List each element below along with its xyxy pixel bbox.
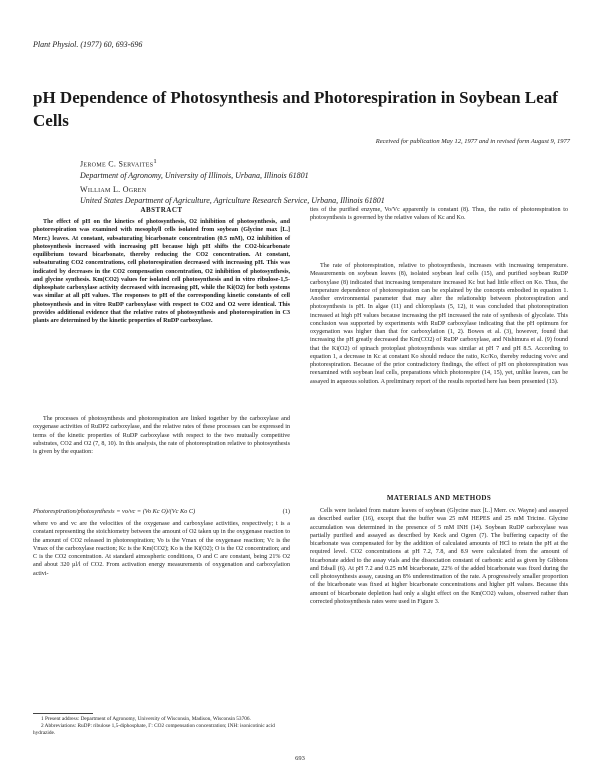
right-paragraph-1: ties of the purified enzyme, Vo/Vc apparently is constant (8). Thus, the ratio of photorespiration to photosynthesis is governed by the relative values of Kc and Ko.: [310, 207, 568, 222]
author-footnote-mark: 1: [153, 158, 157, 165]
received-date: Received for publication May 12, 1977 and in revised form August 9, 1977: [375, 138, 570, 145]
footnote-2: 2 Abbreviations: RuDP: ribulose 1,5-diphosphate, Γ: CO2 compensation concentration; INH: isonicotinic acid hydrazide.: [33, 723, 275, 736]
journal-citation: Plant Physiol. (1977) 60, 693-696: [33, 40, 143, 49]
author-affiliation: United States Department of Agriculture, Agriculture Research Service, Urbana, Illinois 61801: [80, 195, 385, 205]
author-2: [80, 184, 560, 206]
page-number: 693: [295, 755, 305, 762]
equation-number: (1): [282, 508, 290, 515]
footnotes: [33, 716, 290, 737]
methods-heading: MATERIALS AND METHODS: [386, 494, 492, 502]
author-block: [80, 156, 560, 209]
equation-text: Photorespiration/photosynthesis = vo/vc = (Vo Kc O)/(Vc Ko C): [33, 508, 196, 515]
author-name: Jerome C. Servaites: [80, 159, 154, 169]
author-1: [80, 156, 560, 181]
author-name: William L. Ogren: [80, 184, 147, 194]
equation-1: [33, 508, 290, 515]
intro-paragraph-2: where vo and vc are the velocities of the oxygenase and carboxylase activities, respectively; t is a constant representing the stoichiometry between the amount of O2 taken up in the oxygenase reaction to the amount of CO2 released in photorespiration; Vo is the Vmax of the oxygenase reaction; Vc is the Vmax of the carboxylase reaction; Kc is the Km(CO2); Ko is the Ki(O2); O is the O2 concentration; and C is the CO2 concentration. At standard atmospheric conditions, O and C are constant, being 21% O2 and about 320 µl/l of CO2. From activation energy measurements of oxygenation and carboxylation activi-: [33, 521, 290, 577]
intro-paragraph-1: The processes of photosynthesis and photorespiration are linked together by the carboxylase and oxygenase activities of RuDP2 carboxylase, and the relative rates of these processes can be expressed in terms of the kinetic properties of RuDP carboxylase with respect to the two mutually competitive substrates, CO2 and O2 (7, 8, 10). In this analysis, the rate of photorespiration relative to photosynthesis is given by the equation:: [33, 416, 290, 455]
author-affiliation: Department of Agronomy, University of Illinois, Urbana, Illinois 61801: [80, 170, 309, 180]
right-paragraph-2: The rate of photorespiration, relative to photosynthesis, increases with increasing temperature. Measurements on soybean leaves (8), isolated soybean leaf cells (15), and purified soybean RuDP carboxylase (8) indicated that increasing temperature increased Kc but had little effect on Ko. Thus, the temperature dependence of photorespiration can be explained by the concepts embodied in equation 1. Another environmental parameter that may alter the relationship between photorespiration and photosynthesis is pH. In algae (11) and chloroplasts (5, 12), it was concluded that photorespiration increased at high pH values because increasing the pH increased the rate of synthesis of glycolate. This conclusion was supported by experiments with RuDP carboxylase indicating that the pH optimum for oxygenation was higher than that for carboxylation (1, 2). Bowes et al. (3), however, found that increasing the pH greatly decreased the Km(CO2) of RuDP carboxylase, and Nishimura et al. (9) found that the Ki(O2) of spinach protoplast photosynthesis was similar at pH 7 and pH 8.5. According to equation 1, a decrease in Kc at constant Ko should reduce the ratio, Kc/Ko, thereby reducing vo/vc and photorespiration. Because of the prior contradictory findings, the effect of pH on photorespiration was reexamined with soybean leaf cells, preparations which photorespire (14, 15), yet, unlike leaves, can be assayed in aqueous solution. A preliminary report of the results reported here has been presented (13).: [310, 263, 568, 385]
footnote-1: 1 Present address: Department of Agronomy, University of Wisconsin, Madison, Wisconsin 53706.: [41, 716, 251, 722]
footnote-divider: [33, 713, 93, 714]
abstract-text: The effect of pH on the kinetics of photosynthesis, O2 inhibition of photosynthesis, and photorespiration was examined with mesophyll cells isolated from soybean (Glycine max [L.] Merr.) leaves. At constant, subsaturating bicarbonate concentration (0.5 mM), O2 inhibition of photosynthesis increased with increasing pH because high pH shifts the CO2-bicarbonate equilibrium toward bicarbonate, thereby reducing the CO2 concentration. At constant, subsaturating CO2 concentrations, cell photorespiration decreased with increasing pH. This was indicated by decreases in the CO2 compensation concentration, O2 inhibition of photosynthesis, and glycine synthesis. Km(CO2) values for isolated cell photosynthesis and in vitro ribulose-1,5-diphosphate carboxylase activity decreased with increasing pH, while the Ki(O2) for both systems was similar at all pH values. The responses to pH of the corresponding kinetic constants of cell photosynthesis and in vitro RuDP carboxylase with respect to CO2 and O2 were identical. This provides additional evidence that the relative rates of photosynthesis and photorespiration in C3 plants are determined by the kinetic properties of RuDP carboxylase.: [33, 219, 290, 324]
abstract-heading: ABSTRACT: [140, 206, 183, 214]
article-title: pH Dependence of Photosynthesis and Photorespiration in Soybean Leaf Cells: [33, 88, 558, 130]
methods-paragraph: Cells were isolated from mature leaves of soybean (Glycine max [L.] Merr. cv. Wayne) and assayed as described earlier (16), except that the buffer was 25 mM HEPES and 25 mM Tricine. Glycine accumulation was determined in the presence of 5 mM INH (14). Soybean RuDP carboxylase was partially purified and assayed as described by Keck and Ogren (7). The buffering capacity of the bicarbonate was compensated for by the addition of calculated amounts of HCl to retain the pH at the required level. CO2 concentrations at pH 7.2, 7.8, and 8.9 were calculated from the amount of bicarbonate added to the assay vials and the dissociation constant of carbonic acid as given by Gibbons and Edsall (6). At pH 7.2 and 0.25 mM bicarbonate, 22% of the added bicarbonate was fixed during the cell photosynthesis assay, causing an 8% underestimation of the rate. A progressively smaller proportion of the bicarbonate was fixed at higher bicarbonate concentrations and higher pH values. Because this amount of bicarbonate depletion had only a slight effect on the Km(CO2) values, observed rather than corrected photosynthesis rates were used in Figure 3.: [310, 508, 568, 605]
